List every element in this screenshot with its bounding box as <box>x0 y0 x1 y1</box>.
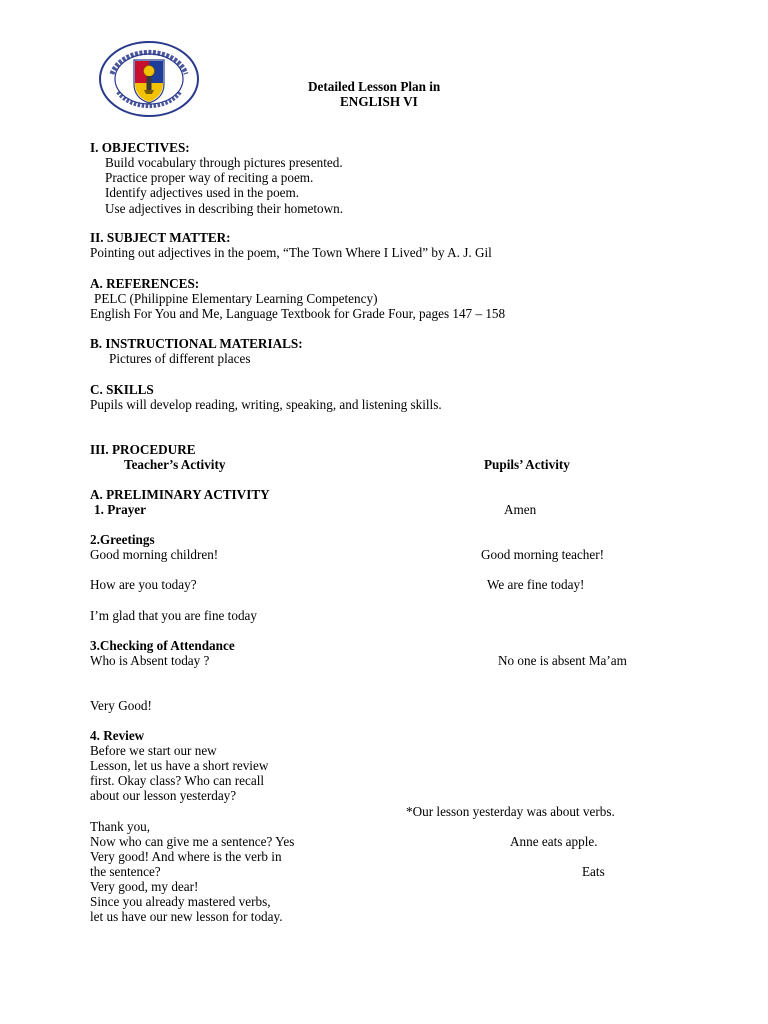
teacher-line: about our lesson yesterday? <box>90 788 237 803</box>
teacher-line: How are you today? <box>90 577 197 592</box>
subject-matter-text: Pointing out adjectives in the poem, “The Town Where I Lived” by A. J. Gil <box>90 245 492 260</box>
review-label: 4. Review <box>90 728 145 743</box>
document-title-line2: ENGLISH VI <box>340 94 418 109</box>
materials-heading: B. INSTRUCTIONAL MATERIALS: <box>90 336 303 351</box>
pupil-line: We are fine today! <box>487 577 585 592</box>
pupil-line: Good morning teacher! <box>481 547 605 562</box>
teacher-line: Who is Absent today ? <box>90 653 210 668</box>
reference-line: English For You and Me, Language Textbook for Grade Four, pages 147 – 158 <box>90 306 506 321</box>
greetings-label: 2.Greetings <box>90 532 155 547</box>
teacher-line: the sentence? <box>90 864 161 879</box>
pupil-line: *Our lesson yesterday was about verbs. <box>406 804 615 819</box>
pupil-line: Eats <box>582 864 605 879</box>
materials-text: Pictures of different places <box>109 351 251 366</box>
skills-text: Pupils will develop reading, writing, speaking, and listening skills. <box>90 397 442 412</box>
attendance-label: 3.Checking of Attendance <box>90 638 235 653</box>
teacher-activity-column-header: Teacher’s Activity <box>124 457 226 472</box>
teacher-line: I’m glad that you are fine today <box>90 608 257 623</box>
preliminary-activity-heading: A. PRELIMINARY ACTIVITY <box>90 487 270 502</box>
teacher-line: first. Okay class? Who can recall <box>90 773 265 788</box>
objective-item: Use adjectives in describing their hometown. <box>105 201 344 216</box>
subject-matter-heading: II. SUBJECT MATTER: <box>90 230 231 245</box>
objective-item: Identify adjectives used in the poem. <box>105 185 300 200</box>
objective-item: Build vocabulary through pictures presented. <box>105 155 343 170</box>
procedure-heading: III. PROCEDURE <box>90 442 196 457</box>
teacher-line: Very good, my dear! <box>90 879 199 894</box>
pupils-activity-column-header: Pupils’ Activity <box>484 457 570 472</box>
teacher-line: Now who can give me a sentence? Yes <box>90 834 295 849</box>
pupil-line: Anne eats apple. <box>510 834 598 849</box>
references-heading: A. REFERENCES: <box>90 276 200 291</box>
skills-heading: C. SKILLS <box>90 382 154 397</box>
prayer-label: 1. Prayer <box>94 502 146 517</box>
objectives-heading: I. OBJECTIVES: <box>90 140 190 155</box>
teacher-line: Very Good! <box>90 698 152 713</box>
deped-seal-logo <box>98 40 200 118</box>
teacher-line: Since you already mastered verbs, <box>90 894 271 909</box>
teacher-line: Thank you, <box>90 819 151 834</box>
teacher-line: Lesson, let us have a short review <box>90 758 269 773</box>
objective-item: Practice proper way of reciting a poem. <box>105 170 314 185</box>
document-title-line1: Detailed Lesson Plan in <box>308 79 441 94</box>
teacher-line: let us have our new lesson for today. <box>90 909 283 924</box>
teacher-line: Before we start our new <box>90 743 217 758</box>
teacher-line: Very good! And where is the verb in <box>90 849 282 864</box>
prayer-pupil-response: Amen <box>504 502 537 517</box>
pupil-line: No one is absent Ma’am <box>498 653 627 668</box>
teacher-line: Good morning children! <box>90 547 219 562</box>
reference-line: PELC (Philippine Elementary Learning Competency) <box>94 291 378 306</box>
